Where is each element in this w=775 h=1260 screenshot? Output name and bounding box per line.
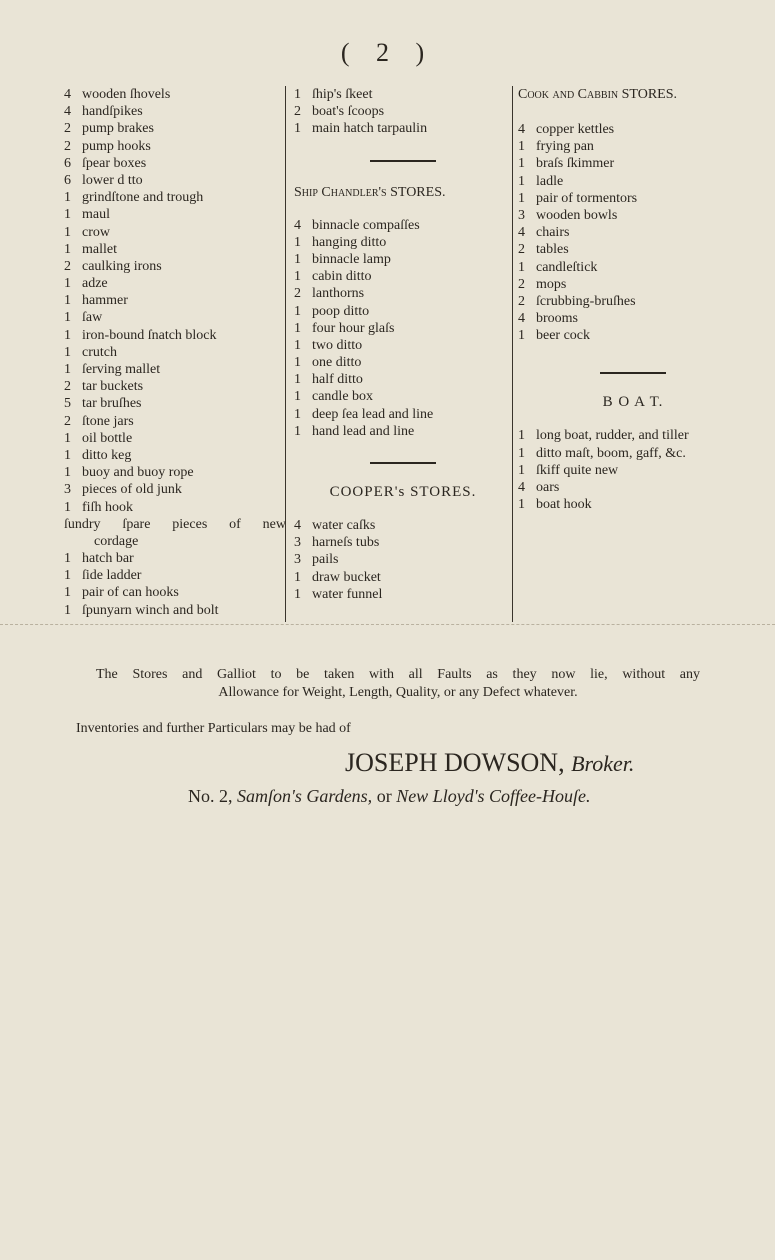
inventory-item — [518, 427, 748, 444]
item-name: wooden bowls — [536, 207, 618, 223]
item-name: iron-bound ſnatch block — [82, 327, 217, 343]
item-quantity: 3 — [294, 552, 301, 568]
item-quantity: 4 — [518, 311, 525, 327]
item-name: two ditto — [312, 337, 363, 353]
heading-stores: STORES. — [390, 184, 446, 200]
inventory-item — [64, 361, 286, 378]
inventory-item — [64, 224, 286, 241]
item-name: oars — [536, 480, 560, 495]
item-quantity: 4 — [64, 104, 71, 120]
item-name: draw bucket — [312, 569, 381, 585]
item-quantity: 2 — [518, 242, 525, 258]
item-quantity: 1 — [64, 207, 71, 223]
terms-line-1: The Stores and Galliot to be taken with all Faults as they now lie, without any — [96, 667, 700, 682]
item-quantity: 1 — [64, 276, 71, 292]
inventory-item — [64, 138, 286, 155]
inventory-item — [64, 430, 286, 447]
item-quantity: 1 — [294, 269, 301, 285]
heading-smallcaps: Cook and Cabbin — [518, 87, 619, 102]
inventory-item — [294, 354, 512, 371]
broker-title: Broker. — [571, 751, 635, 776]
item-name: pails — [312, 552, 339, 568]
inventory-item — [294, 371, 512, 388]
address-line — [188, 786, 591, 807]
item-quantity: 1 — [64, 585, 71, 601]
item-name: ſkiff quite new — [536, 462, 619, 478]
item-quantity: 2 — [294, 286, 301, 302]
item-quantity: 4 — [518, 480, 525, 495]
heading-smallcaps: Ship Chandler's — [294, 184, 387, 200]
item-list — [294, 86, 512, 138]
item-quantity: 2 — [64, 379, 71, 395]
item-quantity: 6 — [64, 172, 71, 188]
item-quantity: 1 — [64, 362, 71, 377]
item-name: wooden ſhovels — [82, 87, 171, 102]
sundry-line: ſundry ſpare pieces of new — [64, 516, 286, 532]
item-list — [294, 517, 512, 603]
inventory-item — [64, 464, 286, 481]
inventory-item — [64, 155, 286, 172]
heading-stores: STORES. — [621, 87, 677, 102]
item-quantity: 1 — [294, 337, 301, 353]
item-quantity: 1 — [64, 499, 71, 515]
item-quantity: 1 — [518, 139, 525, 155]
item-name: adze — [82, 276, 108, 292]
inventory-columns — [0, 86, 775, 626]
item-name: long boat, rudder, and tiller — [536, 428, 689, 444]
column-cook-boat — [518, 86, 748, 513]
item-name: binnacle lamp — [312, 251, 391, 267]
inventory-item — [518, 276, 748, 293]
item-quantity: 4 — [64, 87, 71, 102]
item-name: buoy and buoy rope — [82, 465, 194, 481]
item-name: braſs ſkimmer — [536, 156, 615, 172]
address-number: No. 2, — [188, 786, 233, 806]
item-list — [64, 86, 286, 516]
inventory-item — [294, 103, 512, 120]
item-quantity: 5 — [64, 396, 71, 412]
item-name: ſhip's ſkeet — [312, 87, 373, 102]
item-quantity: 4 — [294, 217, 301, 233]
broker-name: JOSEPH DOWSON, — [345, 748, 565, 777]
item-name: ſtone jars — [82, 413, 134, 429]
inventory-item — [64, 447, 286, 464]
item-name: ladle — [536, 173, 564, 189]
inventory-item — [64, 275, 286, 292]
item-list — [64, 550, 286, 619]
item-quantity: 2 — [64, 413, 71, 429]
inventory-item — [64, 584, 286, 601]
inventory-item — [64, 206, 286, 223]
address-or: or — [376, 786, 392, 806]
item-name: handſpikes — [82, 104, 143, 120]
item-quantity: 3 — [64, 482, 71, 498]
item-name: water caſks — [312, 518, 376, 533]
inventory-item — [64, 86, 286, 103]
inventory-item — [64, 292, 286, 309]
item-name: main hatch tarpaulin — [312, 121, 428, 137]
inventory-item — [294, 388, 512, 405]
inventory-item — [64, 172, 286, 189]
item-quantity: 4 — [518, 122, 525, 137]
item-quantity: 1 — [294, 87, 301, 102]
address-gardens: Samſon's Gardens, — [237, 786, 373, 806]
sundry-continuation: cordage — [94, 533, 139, 549]
section-heading-cooper: COOPER's STORES. — [329, 484, 477, 500]
item-quantity: 1 — [518, 328, 525, 344]
inventory-item — [64, 344, 286, 361]
item-name: ſide ladder — [82, 568, 142, 584]
inventory-item — [64, 499, 286, 516]
inventory-item — [518, 259, 748, 276]
item-quantity: 1 — [518, 190, 525, 206]
item-quantity: 1 — [518, 462, 525, 478]
item-quantity: 1 — [64, 293, 71, 309]
item-list — [518, 427, 748, 513]
item-name: ditto maſt, boom, gaff, &c. — [536, 445, 686, 461]
item-name: frying pan — [536, 139, 594, 155]
item-name: pump hooks — [82, 138, 151, 154]
item-quantity: 1 — [294, 251, 301, 267]
item-quantity: 1 — [64, 602, 71, 618]
item-name: one ditto — [312, 355, 362, 371]
item-quantity: 1 — [294, 121, 301, 137]
item-quantity: 2 — [64, 121, 71, 137]
item-name: maul — [82, 207, 110, 223]
inventory-item — [294, 234, 512, 251]
item-quantity: 2 — [294, 104, 301, 120]
item-name: beer cock — [536, 328, 591, 344]
item-name: fiſh hook — [82, 499, 133, 515]
item-name: hatch bar — [82, 551, 134, 567]
item-name: crow — [82, 224, 110, 240]
item-quantity: 1 — [64, 430, 71, 446]
item-list — [518, 121, 748, 344]
inventory-item — [294, 86, 512, 103]
item-name: binnacle compaſſes — [312, 217, 420, 233]
broker-line — [345, 748, 634, 778]
item-name: ſpunyarn winch and bolt — [82, 602, 219, 618]
item-quantity: 1 — [518, 156, 525, 172]
page-fold-line — [0, 624, 775, 625]
item-name: tar bruſhes — [82, 396, 142, 412]
inventory-item — [64, 602, 286, 619]
inventory-item — [294, 320, 512, 337]
item-name: candleſtick — [536, 259, 598, 275]
item-name: chairs — [536, 225, 570, 241]
item-quantity: 1 — [294, 320, 301, 336]
item-name: lanthorns — [312, 286, 365, 302]
item-quantity: 1 — [294, 406, 301, 422]
item-name: pump brakes — [82, 121, 154, 137]
item-quantity: 1 — [294, 355, 301, 371]
address-coffee-house: New Lloyd's Coffee-Houſe. — [396, 786, 591, 806]
item-name: brooms — [536, 311, 578, 327]
item-quantity: 1 — [64, 327, 71, 343]
item-quantity: 1 — [294, 569, 301, 585]
inventory-item — [518, 327, 748, 344]
inventory-item — [518, 496, 748, 513]
inventory-item — [518, 462, 748, 479]
inventory-item — [294, 251, 512, 268]
inventory-item — [518, 190, 748, 207]
item-quantity: 6 — [64, 155, 71, 171]
item-name: lower d tto — [82, 172, 143, 188]
inventory-item — [64, 189, 286, 206]
item-quantity: 1 — [64, 241, 71, 257]
item-name: half ditto — [312, 372, 363, 388]
inventory-item — [64, 103, 286, 120]
inventory-item — [64, 327, 286, 344]
item-name: pair of tormentors — [536, 190, 638, 206]
item-name: poop ditto — [312, 303, 370, 319]
column-chandler-cooper — [294, 86, 512, 603]
item-quantity: 3 — [294, 535, 301, 551]
inventory-item — [518, 293, 748, 310]
inventory-item — [518, 224, 748, 241]
item-quantity: 3 — [518, 207, 525, 223]
inventory-item — [294, 406, 512, 423]
item-quantity: 4 — [518, 225, 525, 241]
item-quantity: 1 — [294, 423, 301, 439]
item-quantity: 4 — [294, 518, 301, 533]
inventory-item — [518, 479, 748, 496]
item-name: boat's ſcoops — [312, 104, 385, 120]
inventory-item — [294, 423, 512, 440]
inventory-item — [518, 310, 748, 327]
item-name: ſaw — [82, 310, 103, 326]
item-quantity: 1 — [518, 497, 525, 513]
item-name: pieces of old junk — [82, 482, 182, 498]
item-quantity: 1 — [294, 372, 301, 388]
inventory-item — [518, 241, 748, 258]
item-name: candle box — [312, 389, 374, 405]
inventory-item — [294, 285, 512, 302]
inventory-item — [518, 445, 748, 462]
item-name: water funnel — [312, 586, 383, 602]
item-quantity: 1 — [64, 465, 71, 481]
item-name: ſpear boxes — [82, 155, 147, 171]
inventory-item — [518, 138, 748, 155]
item-name: boat hook — [536, 497, 592, 513]
item-name: harneſs tubs — [312, 535, 380, 551]
item-name: hammer — [82, 293, 128, 309]
item-name: crutch — [82, 344, 117, 360]
item-quantity: 1 — [518, 173, 525, 189]
inventory-item — [64, 550, 286, 567]
inventory-item — [64, 567, 286, 584]
inventory-item — [294, 534, 512, 551]
inventory-item — [294, 217, 512, 234]
item-name: four hour glaſs — [312, 320, 395, 336]
section-heading-chandler — [294, 184, 512, 201]
item-quantity: 1 — [64, 551, 71, 567]
inventory-item — [64, 378, 286, 395]
item-quantity: 1 — [64, 344, 71, 360]
inventory-item — [294, 120, 512, 137]
item-quantity: 1 — [294, 234, 301, 250]
inventory-item — [64, 120, 286, 137]
item-quantity: 2 — [518, 293, 525, 309]
item-quantity: 1 — [64, 568, 71, 584]
item-quantity: 1 — [64, 447, 71, 463]
item-quantity: 1 — [294, 389, 301, 405]
item-quantity: 1 — [518, 445, 525, 461]
inventory-item — [294, 517, 512, 534]
inventory-item — [294, 569, 512, 586]
inventory-item — [518, 173, 748, 190]
item-name: hanging ditto — [312, 234, 387, 250]
inventory-item — [294, 586, 512, 603]
column-boatswain-stores — [64, 86, 286, 619]
inventory-item — [518, 155, 748, 172]
page-number: ( 2 ) — [340, 38, 435, 67]
item-name: ſcrubbing-bruſhes — [536, 293, 636, 309]
item-name: tar buckets — [82, 379, 144, 395]
item-name: grindſtone and trough — [82, 190, 204, 206]
inventory-item — [294, 337, 512, 354]
item-name: pair of can hooks — [82, 585, 179, 601]
item-quantity: 1 — [64, 224, 71, 240]
inventory-item — [294, 551, 512, 568]
item-list — [294, 217, 512, 440]
terms-line-2: Allowance for Weight, Length, Quality, or any Defect whatever. — [218, 685, 578, 700]
inventory-item — [518, 121, 748, 138]
item-name: copper kettles — [536, 122, 615, 137]
inventory-item — [64, 481, 286, 498]
item-name: mops — [536, 276, 567, 292]
inventory-item — [64, 258, 286, 275]
inventory-item — [294, 268, 512, 285]
section-heading-cook — [518, 86, 748, 103]
item-quantity: 2 — [64, 138, 71, 154]
item-quantity: 1 — [294, 303, 301, 319]
item-name: hand lead and line — [312, 423, 415, 439]
item-quantity: 1 — [64, 310, 71, 326]
item-quantity: 2 — [64, 258, 71, 274]
inventory-item — [64, 241, 286, 258]
item-quantity: 1 — [518, 259, 525, 275]
inventory-item — [64, 309, 286, 326]
item-name: tables — [536, 242, 569, 258]
item-name: cabin ditto — [312, 269, 372, 285]
item-name: ſerving mallet — [82, 362, 161, 377]
inventories-line: Inventories and further Particulars may be had of — [76, 721, 351, 736]
item-quantity: 1 — [518, 428, 525, 444]
item-name: oil bottle — [82, 430, 133, 446]
item-name: caulking irons — [82, 258, 162, 274]
inventory-item — [64, 413, 286, 430]
item-quantity: 1 — [64, 190, 71, 206]
item-name: deep ſea lead and line — [312, 406, 434, 422]
item-name: ditto keg — [82, 447, 132, 463]
item-name: mallet — [82, 241, 117, 257]
item-quantity: 2 — [518, 276, 525, 292]
section-heading-boat: B O A T. — [602, 394, 664, 411]
inventory-item — [64, 395, 286, 412]
inventory-item — [518, 207, 748, 224]
item-quantity: 1 — [294, 586, 301, 602]
inventory-item — [294, 303, 512, 320]
